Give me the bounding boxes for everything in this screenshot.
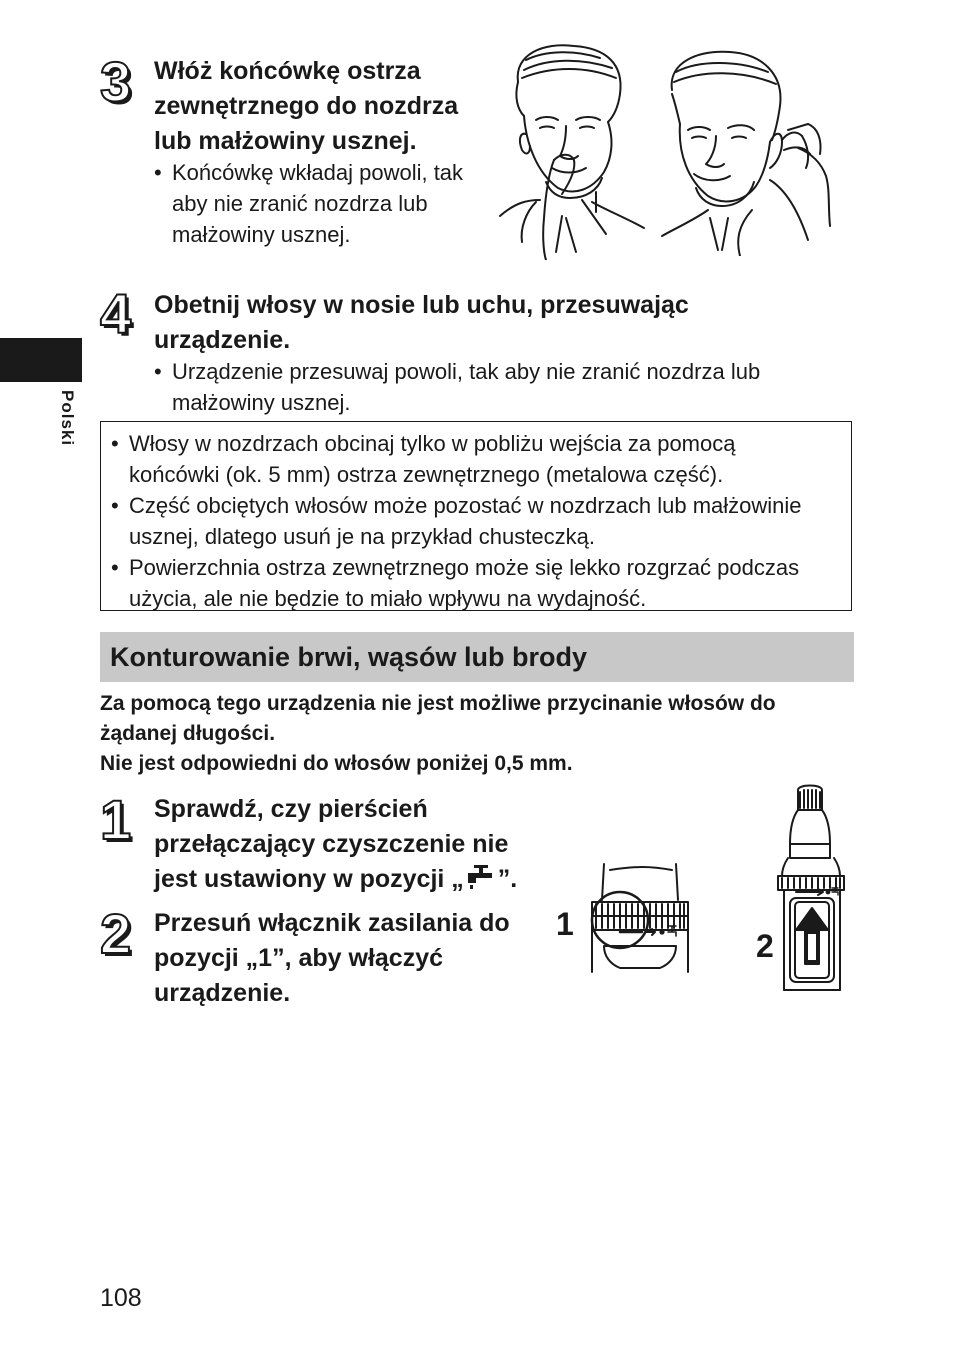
step-4-title <box>154 288 689 358</box>
step-1-title-line3 <box>154 862 517 897</box>
note-line: końcówki (ok. 5 mm) ostrza zewnętrznego (metalowa część). <box>129 462 724 487</box>
faucet-icon <box>464 863 498 891</box>
figure-label-1: 1 <box>556 906 574 942</box>
note-line: • Powierzchnia ostrza zewnętrznego może się lekko rozgrzać podczas <box>129 555 800 580</box>
step-4-bullet <box>154 356 760 418</box>
step-3-title-line: Włóż końcówkę ostrza <box>154 57 421 85</box>
step-1-number: 1 <box>100 788 132 851</box>
step-1-title-suffix: ”. <box>497 865 518 893</box>
notes-box <box>100 421 852 611</box>
section-intro-line: Za pomocą tego urządzenia nie jest możliwe przycinanie włosów do <box>100 692 776 715</box>
section-intro-line: żądanej długości. <box>100 722 276 745</box>
note-line: • Włosy w nozdrzach obcinaj tylko w pobliżu wejścia za pomocą <box>129 431 736 456</box>
nose-trimming-illustration <box>496 42 646 260</box>
trimmer-power-switch-illustration <box>770 784 854 996</box>
note-item <box>111 428 837 490</box>
step-3-title-line: zewnętrznego do nozdrza <box>154 92 459 120</box>
step-4-title-line: urządzenie. <box>154 326 291 354</box>
step-2-title-line: Przesuń włącznik zasilania do <box>154 909 510 937</box>
switching-ring-illustration <box>580 860 696 980</box>
page-number: 108 <box>100 1284 142 1312</box>
step-3-title-line: lub małżowiny usznej. <box>154 127 417 155</box>
step-2-number: 2 <box>100 902 132 965</box>
note-item <box>111 490 837 552</box>
step-4-number: 4 <box>100 282 132 345</box>
step-1-title-prefix: jest ustawiony w pozycji „ <box>154 865 464 893</box>
section-intro <box>100 689 776 779</box>
ear-trimming-illustration <box>658 50 836 256</box>
step-3-number: 3 <box>100 50 132 113</box>
step-4-bullet-line: • Urządzenie przesuwaj powoli, tak aby nie zranić nozdrza lub <box>172 359 761 384</box>
step-1-title-line: przełączający czyszczenie nie <box>154 830 509 858</box>
figure-label-2: 2 <box>756 928 774 964</box>
step-2-title-line: urządzenie. <box>154 979 291 1007</box>
step-2-title <box>154 906 510 1011</box>
language-label: Polski <box>58 390 77 447</box>
step-3-bullet-line: małżowiny usznej. <box>172 222 351 247</box>
section-header <box>100 632 854 682</box>
note-line: użycia, ale nie będzie to miało wpływu na wydajność. <box>129 586 647 611</box>
step-3-bullet-line: • Końcówkę wkładaj powoli, tak <box>172 160 464 185</box>
step-4-title-line: Obetnij włosy w nosie lub uchu, przesuwając <box>154 291 689 319</box>
note-line: usznej, dlatego usuń je na przykład chusteczką. <box>129 524 595 549</box>
step-1-title <box>154 792 517 897</box>
step-3-bullet-line: aby nie zranić nozdrza lub <box>172 191 428 216</box>
step-4-bullet-line: małżowiny usznej. <box>172 390 351 415</box>
note-line: • Część obciętych włosów może pozostać w nozdrzach lub małżowinie <box>129 493 802 518</box>
step-3-title <box>154 54 458 159</box>
note-item <box>111 552 837 614</box>
step-2-title-line: pozycji „1”, aby włączyć <box>154 944 444 972</box>
step-3-bullet <box>154 157 463 250</box>
step-1-title-line: Sprawdź, czy pierścień <box>154 795 428 823</box>
section-intro-line: Nie jest odpowiedni do włosów poniżej 0,5 mm. <box>100 752 573 775</box>
language-tab-marker <box>0 338 82 382</box>
section-title: Konturowanie brwi, wąsów lub brody <box>110 642 588 672</box>
